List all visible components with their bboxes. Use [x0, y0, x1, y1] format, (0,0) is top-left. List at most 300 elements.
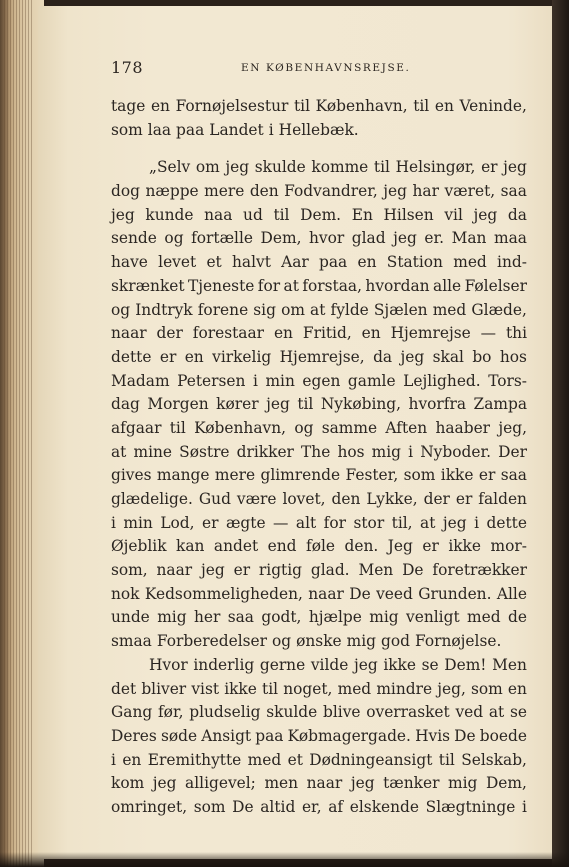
- word: virkelig: [212, 347, 272, 366]
- word: naar: [111, 324, 147, 343]
- word: Hvis: [415, 726, 451, 745]
- word: føle: [306, 537, 335, 556]
- word: med: [432, 300, 467, 319]
- word: i: [474, 513, 480, 532]
- word: min: [265, 371, 295, 390]
- word: Lejlighed.: [403, 371, 481, 390]
- word: min: [123, 513, 153, 532]
- text-line: [111, 772, 527, 796]
- word: med: [247, 750, 282, 769]
- word: Veninde,: [459, 97, 527, 115]
- word: som: [471, 679, 503, 698]
- word: til: [373, 158, 390, 177]
- word: med: [453, 253, 487, 272]
- word: som,: [111, 561, 148, 580]
- word: Dem.: [300, 205, 342, 224]
- word: er: [233, 561, 251, 580]
- word: skal: [432, 347, 464, 366]
- word: om: [195, 158, 220, 177]
- word: med: [337, 679, 372, 698]
- page-number: 178: [111, 58, 144, 77]
- text-line: [111, 583, 527, 607]
- word: komme: [311, 158, 369, 177]
- word: falden: [478, 490, 527, 508]
- word: Dødningeansigt: [309, 750, 433, 769]
- word: Tors-: [488, 371, 527, 390]
- word: noget,: [283, 679, 333, 698]
- word: Lykke,: [366, 490, 418, 508]
- word: jeg: [473, 205, 498, 224]
- word: altid: [260, 797, 296, 816]
- word: vist: [191, 679, 220, 698]
- word: jeg,: [498, 418, 527, 437]
- word: vilde: [310, 655, 349, 674]
- word: at: [283, 276, 299, 295]
- text-line: [111, 204, 527, 228]
- word: Indtryk: [135, 300, 193, 319]
- word: kunde: [145, 205, 194, 224]
- word: er: [455, 490, 473, 508]
- word: bliver: [141, 679, 187, 698]
- word: Fodvandrer,: [284, 182, 378, 201]
- word: for: [323, 513, 346, 532]
- word: mig: [346, 632, 377, 651]
- word: Hilsen: [383, 205, 434, 224]
- word: saa: [227, 608, 254, 627]
- word: omringet,: [111, 797, 188, 816]
- word: dog: [111, 182, 140, 201]
- text-line: [111, 251, 527, 275]
- text-line: [111, 156, 527, 180]
- word: og: [294, 418, 314, 437]
- word: elskende: [349, 797, 420, 816]
- word: i: [268, 120, 274, 139]
- word: stor: [353, 513, 385, 532]
- word: en: [361, 324, 381, 343]
- word: Kedsommeligheden,: [144, 584, 303, 603]
- word: gives: [111, 466, 152, 485]
- word: og: [111, 300, 131, 319]
- word: en: [357, 253, 377, 272]
- text-line: [111, 559, 527, 583]
- word: har: [412, 182, 439, 201]
- word: alt: [295, 513, 317, 532]
- word: jeg: [225, 158, 250, 177]
- word: i: [111, 513, 116, 532]
- word: Eremithytte: [147, 750, 242, 769]
- word: hvorfra: [408, 395, 466, 414]
- word: De: [349, 584, 371, 603]
- word: haaber: [435, 418, 491, 437]
- word: ud: [243, 205, 263, 224]
- word: Jeg: [387, 537, 413, 556]
- word: være: [236, 490, 277, 508]
- word: fylde: [330, 300, 369, 319]
- word: som: [193, 797, 226, 816]
- page-header: [111, 58, 531, 80]
- word: naar: [306, 774, 343, 793]
- word: end: [267, 537, 297, 556]
- word: mor-: [490, 537, 527, 556]
- text-line: [111, 393, 527, 417]
- word: jeg: [353, 655, 378, 674]
- word: Fritid,: [302, 324, 352, 343]
- word: laa: [147, 120, 172, 139]
- word: det: [111, 679, 137, 698]
- word: er.: [424, 229, 445, 248]
- text-line: [111, 654, 527, 678]
- word: Madam: [111, 371, 170, 390]
- word: en: [122, 750, 142, 769]
- word: ikke: [448, 537, 481, 556]
- word: de: [507, 608, 527, 627]
- word: alle: [433, 276, 462, 295]
- word: De: [454, 726, 476, 745]
- word: den.: [344, 537, 379, 556]
- word: er: [159, 347, 177, 366]
- word: nok: [111, 584, 140, 603]
- text-line: [111, 701, 527, 725]
- word: ikke: [383, 655, 416, 674]
- word: et: [287, 750, 303, 769]
- word: dette: [111, 347, 152, 366]
- word: men: [264, 774, 299, 793]
- word: Aar: [281, 253, 309, 272]
- word: Fornøjelse.: [415, 632, 502, 651]
- word: en: [273, 324, 293, 343]
- word: en: [434, 97, 454, 115]
- word: som: [111, 120, 143, 139]
- word: at: [420, 513, 436, 532]
- word: veed: [376, 584, 413, 603]
- word: den: [249, 182, 279, 201]
- word: mig: [371, 442, 402, 461]
- word: have: [111, 253, 148, 272]
- word: en: [150, 97, 170, 115]
- word: Station: [386, 253, 443, 272]
- word: The: [301, 442, 331, 461]
- word: jeg: [201, 561, 225, 580]
- word: hvor: [309, 229, 345, 248]
- word: er: [481, 158, 498, 177]
- word: Sjælen: [373, 300, 428, 319]
- word: paa: [255, 726, 284, 745]
- word: —: [273, 513, 289, 532]
- word: drikker: [236, 442, 294, 461]
- word: tage: [111, 97, 146, 115]
- word: en: [184, 347, 204, 366]
- word: rigtig: [258, 561, 303, 580]
- word: saa: [500, 466, 527, 485]
- word: Zampa: [473, 395, 527, 414]
- word: er: [422, 537, 439, 556]
- word: sende: [111, 229, 157, 248]
- word: Landet: [209, 120, 264, 139]
- word: Gud: [198, 490, 231, 508]
- word: ikke: [440, 466, 474, 485]
- word: „Selv: [149, 158, 191, 177]
- word: mange: [156, 466, 210, 485]
- word: ønske: [296, 632, 342, 651]
- word: Dem,: [260, 229, 302, 248]
- word: halvt: [231, 253, 271, 272]
- word: hvordan: [365, 276, 430, 295]
- word: Deres: [111, 726, 157, 745]
- word: Fornøjelsestur: [175, 97, 289, 115]
- word: en: [507, 679, 527, 698]
- word: ind-: [497, 253, 527, 272]
- word: i: [408, 442, 414, 461]
- word: den: [331, 490, 361, 508]
- text-line: [111, 346, 527, 370]
- word: skulde: [254, 158, 306, 177]
- word: overrasket: [366, 703, 450, 722]
- word: —: [480, 324, 497, 343]
- word: er,: [301, 797, 322, 816]
- word: Ansigt: [201, 726, 252, 745]
- word: mere: [204, 182, 245, 201]
- word: Dem!: [444, 655, 487, 674]
- word: Hjemrejse: [390, 324, 471, 343]
- word: Men: [358, 561, 394, 580]
- word: som: [403, 466, 436, 485]
- word: Nykøbing,: [320, 395, 402, 414]
- word: gerne: [259, 655, 306, 674]
- word: mere: [214, 466, 256, 485]
- word: venligt: [406, 608, 460, 627]
- word: jeg: [400, 347, 425, 366]
- word: sig: [253, 300, 276, 319]
- word: paa: [319, 253, 348, 272]
- word: København,: [194, 418, 287, 437]
- word: af: [328, 797, 344, 816]
- word: hos: [337, 442, 365, 461]
- word: naar: [308, 584, 344, 603]
- word: lovet,: [282, 490, 326, 508]
- word: da: [373, 347, 393, 366]
- word: Søstre: [179, 442, 230, 461]
- text-line: [111, 678, 527, 702]
- text-line: [111, 488, 527, 512]
- text-line: [111, 417, 527, 441]
- right-shadow: [552, 0, 569, 867]
- word: glad: [351, 229, 386, 248]
- word: Øjeblik: [111, 537, 167, 556]
- word: alligevel;: [185, 774, 256, 793]
- running-head: EN KØBENHAVNSREJSE.: [241, 62, 411, 74]
- text-line: [111, 180, 527, 204]
- word: Forberedelser: [156, 632, 267, 651]
- word: Petersen: [177, 371, 246, 390]
- word: gamle: [347, 371, 396, 390]
- word: naar: [156, 561, 193, 580]
- word: kan: [176, 537, 205, 556]
- word: forestaar: [192, 324, 265, 343]
- word: skrænket: [111, 276, 185, 295]
- word: Nyboder.: [420, 442, 492, 461]
- word: jeg: [111, 205, 135, 224]
- word: boede: [479, 726, 527, 745]
- text-line: [111, 275, 527, 299]
- word: jeg,: [437, 679, 466, 698]
- word: og: [272, 632, 292, 651]
- word: Følelser: [464, 276, 527, 295]
- word: Glæde,: [471, 300, 527, 319]
- word: jeg: [350, 774, 375, 793]
- word: Helsingør,: [395, 158, 476, 177]
- word: til,: [391, 513, 413, 532]
- word: hos: [499, 347, 527, 366]
- word: i: [252, 371, 258, 390]
- text-line: [111, 464, 527, 488]
- text-line: [111, 725, 527, 749]
- word: jeg: [152, 774, 177, 793]
- word: i: [521, 797, 527, 816]
- text-line: [111, 535, 527, 559]
- word: at: [488, 703, 505, 722]
- word: ægte: [225, 513, 266, 532]
- word: ikke: [224, 679, 257, 698]
- word: Man: [451, 229, 487, 248]
- word: Slægtninge: [425, 797, 516, 816]
- word: København,: [315, 97, 408, 115]
- text-line: [111, 796, 527, 820]
- word: at: [310, 300, 326, 319]
- word: Fester,: [345, 466, 399, 485]
- word: jeg: [503, 158, 527, 177]
- word: til: [297, 395, 314, 414]
- word: et: [206, 253, 222, 272]
- word: jeg: [442, 513, 467, 532]
- word: tænker: [383, 774, 440, 793]
- word: jeg: [266, 395, 290, 414]
- body-text: [111, 95, 527, 820]
- word: til: [438, 750, 455, 769]
- word: dag: [111, 395, 140, 414]
- word: Dem,: [485, 774, 527, 793]
- word: godt,: [261, 608, 302, 627]
- word: Aften: [385, 418, 428, 437]
- word: Der: [498, 442, 527, 461]
- word: til: [262, 679, 279, 698]
- word: Grunden.: [418, 584, 492, 603]
- word: afgaar: [111, 418, 162, 437]
- word: egen: [302, 371, 341, 390]
- word: Hvor: [149, 655, 188, 674]
- word: pludselig: [189, 703, 261, 722]
- word: søde: [160, 726, 198, 745]
- word: jeg: [393, 229, 417, 248]
- word: til: [294, 97, 311, 115]
- word: Tjeneste: [188, 276, 255, 295]
- word: er: [478, 466, 496, 485]
- word: se: [509, 703, 527, 722]
- word: glad.: [310, 561, 350, 580]
- text-line: [111, 370, 527, 394]
- word: De: [402, 561, 424, 580]
- word: De: [232, 797, 254, 816]
- word: Alle: [496, 584, 527, 603]
- word: Lod,: [160, 513, 195, 532]
- text-line: [111, 630, 527, 654]
- word: ved: [455, 703, 484, 722]
- word: med: [467, 608, 501, 627]
- word: Hellebæk.: [278, 120, 359, 139]
- word: i: [111, 750, 116, 769]
- page-edge-lines: [4, 0, 34, 867]
- word: Morgen: [147, 395, 209, 414]
- word: mig: [369, 608, 399, 627]
- text-line: [111, 512, 527, 536]
- word: mine: [133, 442, 173, 461]
- word: paa: [176, 120, 205, 139]
- word: foretrækker: [432, 561, 527, 580]
- word: da: [507, 205, 527, 224]
- word: vil: [444, 205, 463, 224]
- word: Men: [492, 655, 527, 674]
- word: dette: [486, 513, 527, 532]
- word: bo: [472, 347, 492, 366]
- word: Købmagergade.: [287, 726, 411, 745]
- word: været,: [444, 182, 496, 201]
- word: at: [111, 442, 127, 461]
- word: forstaa,: [302, 276, 362, 295]
- word: for: [257, 276, 281, 295]
- text-line: [111, 441, 527, 465]
- word: forene: [197, 300, 249, 319]
- word: før,: [157, 703, 184, 722]
- word: naa: [204, 205, 233, 224]
- text-line: [111, 227, 527, 251]
- word: der: [423, 490, 450, 508]
- word: næppe: [145, 182, 199, 201]
- word: unde: [111, 608, 150, 627]
- word: skulde: [266, 703, 318, 722]
- word: er: [202, 513, 219, 532]
- word: kom: [111, 774, 145, 793]
- word: mig: [157, 608, 187, 627]
- word: mig: [448, 774, 478, 793]
- word: god: [381, 632, 410, 651]
- word: mindre: [376, 679, 433, 698]
- word: der: [156, 324, 183, 343]
- word: hjælpe: [308, 608, 362, 627]
- word: til: [169, 418, 186, 437]
- word: saa: [500, 182, 527, 201]
- word: andet: [213, 537, 259, 556]
- word: glædelige.: [111, 490, 193, 508]
- word: se: [421, 655, 439, 674]
- word: smaa: [111, 632, 152, 651]
- word: samme: [321, 418, 378, 437]
- word: fortælle: [191, 229, 254, 248]
- word: thi: [505, 324, 527, 343]
- word: jeg: [383, 182, 408, 201]
- word: til: [413, 97, 430, 115]
- word: og: [164, 229, 184, 248]
- word: om: [281, 300, 305, 319]
- word: levet: [158, 253, 197, 272]
- word: her: [193, 608, 221, 627]
- word: til: [273, 205, 290, 224]
- word: Selskab,: [461, 750, 527, 769]
- word: kører: [216, 395, 259, 414]
- word: glimrende: [260, 466, 341, 485]
- word: Gang: [111, 703, 153, 722]
- text-line: [111, 95, 527, 119]
- bottom-shadow: [0, 852, 569, 867]
- text-line: [111, 606, 527, 630]
